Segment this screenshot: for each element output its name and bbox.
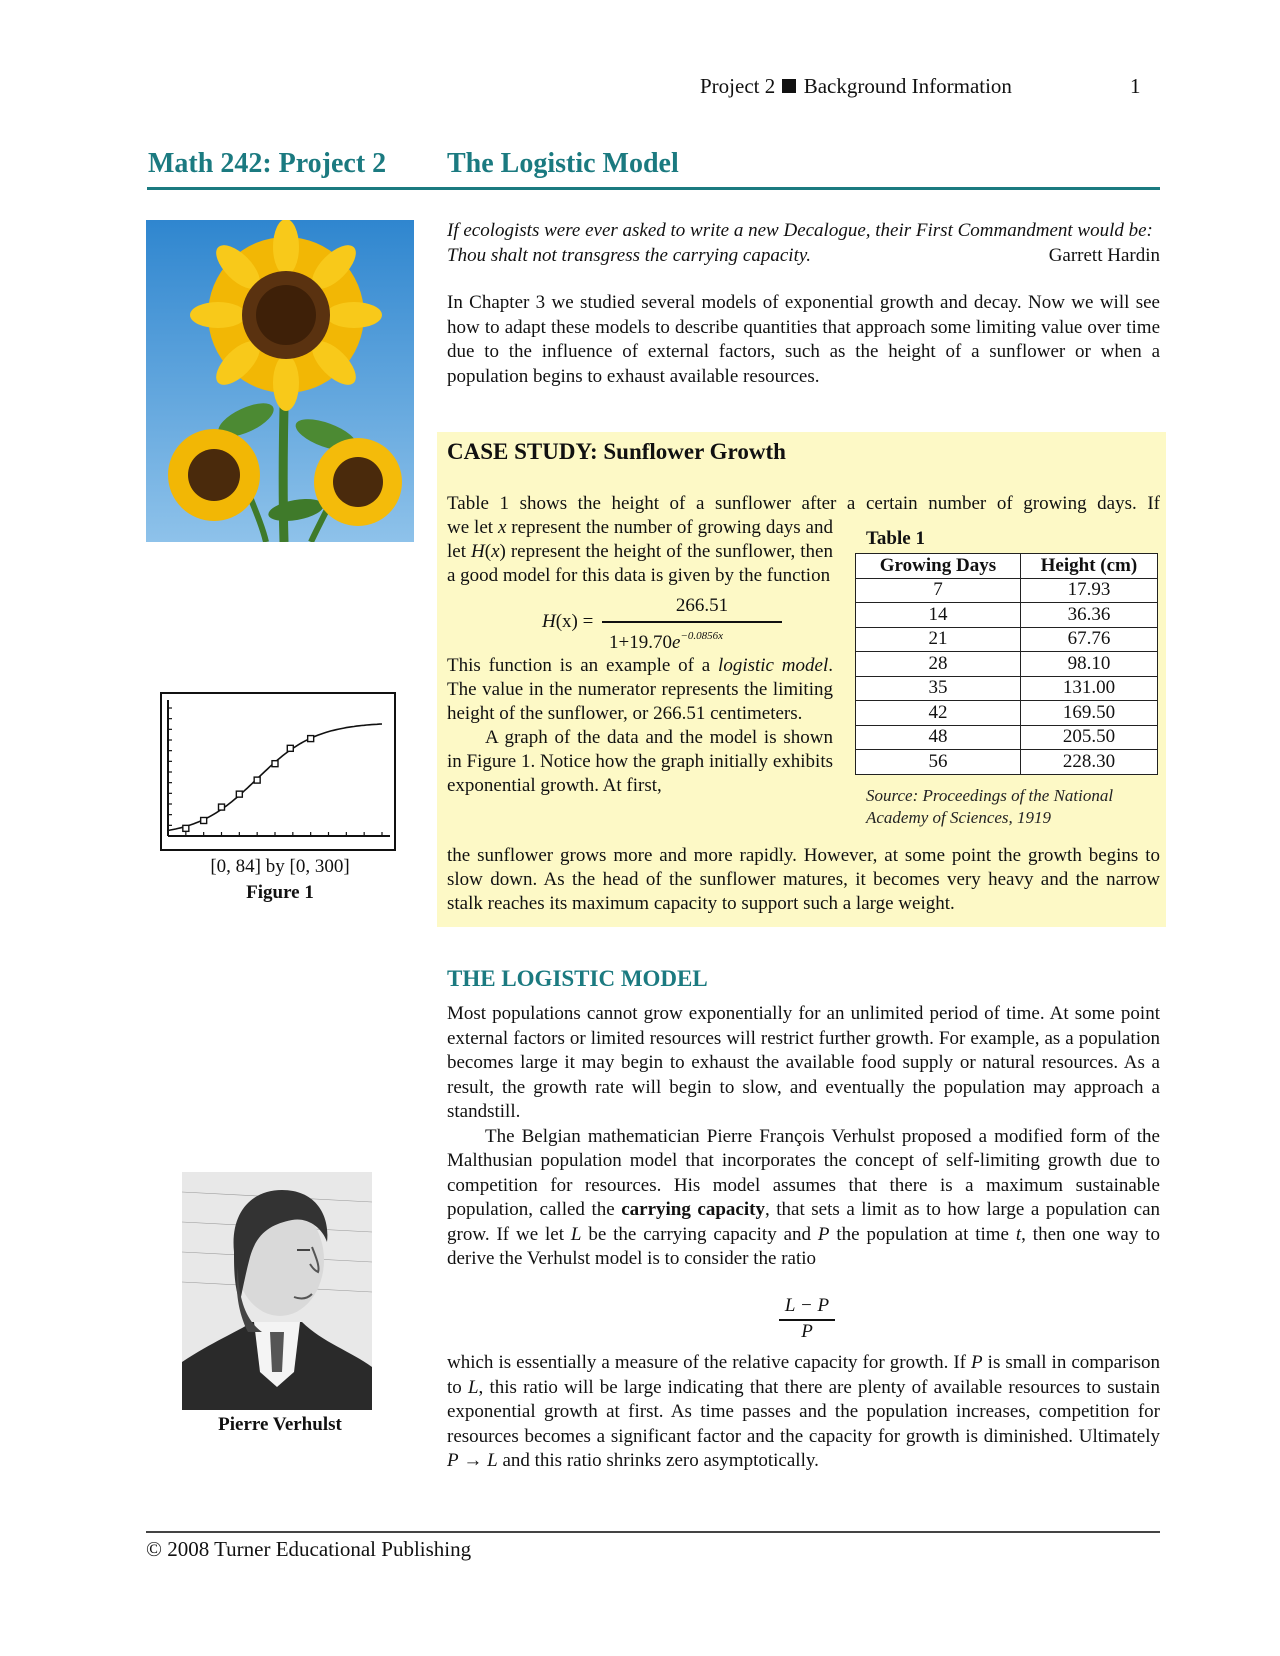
cell-height: 98.10 [1020,652,1157,677]
page-number: 1 [1130,74,1141,98]
fraction-bar [602,621,782,623]
text-run: , then one way to derive the Verhulst model is to consider the ratio [447,1223,1160,1269]
cell-growing-days: 35 [856,676,1021,701]
formula-exponent: −0.0856x [680,630,723,642]
var-P: P [971,1352,983,1373]
data-point [201,817,207,823]
data-point [308,736,314,742]
text-run: ) represent the height of the sunflower, then a good model for this data is given by the function [447,541,833,586]
text-run: is small in comparison to [447,1352,1161,1398]
table-row [856,750,1158,775]
data-table [855,553,1158,775]
logistic-formula [447,588,833,654]
running-head-project: Project 2 [700,74,776,98]
figure1-label: Figure 1 [246,882,314,903]
portrait-caption: Pierre Verhulst [218,1414,342,1435]
cell-growing-days: 28 [856,652,1021,677]
data-point [254,777,260,783]
quote-text: If ecologists were ever asked to write a new Decalogue, their First Commandment would be: Thou shalt not transgress the carrying capacity. [447,220,1153,266]
table-row [856,676,1158,701]
title-rule [147,187,1160,190]
cell-height: 169.50 [1020,701,1157,726]
column-header: Height (cm) [1020,554,1157,579]
cell-height: 17.93 [1020,578,1157,603]
data-point [236,791,242,797]
table-row [856,725,1158,750]
cell-height: 67.76 [1020,627,1157,652]
text-run: represent the number of growing days and let [447,517,833,562]
cell-height: 36.36 [1020,603,1157,628]
var-L: L [570,1223,582,1245]
case-study-line1: Table 1 shows the height of a sunflower after a certain number of growing days. If [447,493,1160,514]
formula-numerator: 266.51 [675,595,729,616]
arrow-icon: → [458,1450,488,1471]
table-title: Table 1 [866,528,925,549]
cell-height: 205.50 [1020,725,1157,750]
ratio-numerator: L − P [784,1295,830,1316]
cell-growing-days: 14 [856,603,1021,628]
var-L: L [487,1450,498,1471]
data-point [287,745,293,751]
data-point [219,804,225,810]
verhulst-portrait [182,1172,372,1410]
case-study-tail: the sunflower grows more and more rapidly. However, at some point the growth begins to slow down. As the head of the sunflower matures, it becomes very heavy and the narrow stalk reaches its maximum capacity to support such a large weight. [447,845,1160,914]
data-point [272,761,278,767]
sunflower-photo [146,220,414,542]
carrying-capacity-term: carrying capacity [621,1199,765,1220]
var-P: P [817,1223,830,1245]
case-study-para2 [447,654,833,726]
text-run: we let [447,517,498,538]
table-row [856,627,1158,652]
text-run: be the carrying capacity and [581,1223,818,1245]
section-para1: Most populations cannot grow exponentially for an unlimited period of time. At some point external factors or limited resources will restrict further growth. For example, as a population becomes large it may begin to exhaust the available food supply or natural resources. As a result, the growth rate will begin to slow, and eventually the population may approach a standstill. [447,1003,1160,1122]
section-para2 [447,1125,1160,1272]
var-H: H [471,541,485,562]
text-run: , this ratio will be large indicating that there are plenty of available resources to sustain exponential growth at first. As time passes and the population increases, competition for resources becomes a significant factor and the capacity for growth is diminished. Ultimately [447,1376,1160,1447]
formula-denominator [609,624,723,655]
text-run: which is essentially a measure of the relative capacity for growth. If [447,1352,972,1373]
cell-growing-days: 7 [856,578,1021,603]
column-header: Growing Days [856,554,1021,579]
section-body [447,1002,1160,1272]
running-header [700,74,1170,99]
footer-rule [146,1531,1160,1533]
figure1-window: [0, 84] by [0, 300] [210,856,350,877]
table-row [856,701,1158,726]
text-run: This function is an example of a [447,655,719,676]
text-run: the population at time [829,1223,1016,1245]
formula-lhs: (x) = [555,611,594,632]
ratio-formula [447,1295,1160,1343]
text-run: The Belgian mathematician Pierre François Verhulst proposed a modified form of the Malthusian population model that incorporates the concept of self-limiting growth due to competition for resources. His model assumes that there is a maximum sustainable population, called the [447,1125,1160,1220]
formula-e: e [671,632,681,653]
case-study-para1 [447,516,833,588]
text-run: ( [484,541,492,562]
epigraph-quote [447,218,1160,268]
var-x: x [491,541,500,562]
case-study-para3: A graph of the data and the model is shown in Figure 1. Notice how the graph initially exhibits exponential growth. At first, [447,727,833,796]
figure1-graph [160,692,396,851]
model-curve [168,724,382,831]
intro-paragraph: In Chapter 3 we studied several models of exponential growth and decay. Now we will see how to adapt these models to describe quantities that approach some limiting value over time due to the influence of external factors, such as the height of a sunflower or when a population begins to exhaust available resources. [447,292,1160,387]
cell-height: 131.00 [1020,676,1157,701]
cell-growing-days: 56 [856,750,1021,775]
data-point [183,825,189,831]
footer-copyright: © 2008 Turner Educational Publishing [146,1537,472,1561]
var-P: P [447,1450,459,1471]
cell-growing-days: 48 [856,725,1021,750]
cell-height: 228.30 [1020,750,1157,775]
ratio-denominator: P [801,1321,813,1342]
quote-author: Garrett Hardin [1048,245,1160,266]
table-row [856,603,1158,628]
cell-growing-days: 21 [856,627,1021,652]
page-title: The Logistic Model [447,148,679,179]
var-t: t [1015,1223,1022,1245]
text-run: and this ratio shrinks zero asymptotically. [497,1450,819,1471]
section-title: THE LOGISTIC MODEL [447,966,708,991]
table-row [856,578,1158,603]
text-run: , that sets a limit as to how large a population can grow. If we let [447,1199,1161,1245]
case-study-column [447,516,833,798]
table-row [856,652,1158,677]
table-header-row [856,554,1158,579]
var-x: x [497,517,507,538]
text-run: . The value in the numerator represents the limiting height of the sunflower, or 266.51 centimeters. [447,655,833,724]
square-bullet-icon [782,79,796,93]
case-study-title: CASE STUDY: Sunflower Growth [447,439,786,464]
logistic-model-term: logistic model [718,655,829,676]
var-L: L [467,1376,479,1398]
section-para3 [447,1351,1160,1474]
formula-H: H [542,611,556,632]
running-head-section: Background Information [803,74,1012,98]
course-title: Math 242: Project 2 [148,148,387,179]
table-source: Source: Proceedings of the National Academy of Sciences, 1919 [866,786,1114,827]
cell-growing-days: 42 [856,701,1021,726]
formula-denominator-number: 1+19.70 [609,632,672,653]
